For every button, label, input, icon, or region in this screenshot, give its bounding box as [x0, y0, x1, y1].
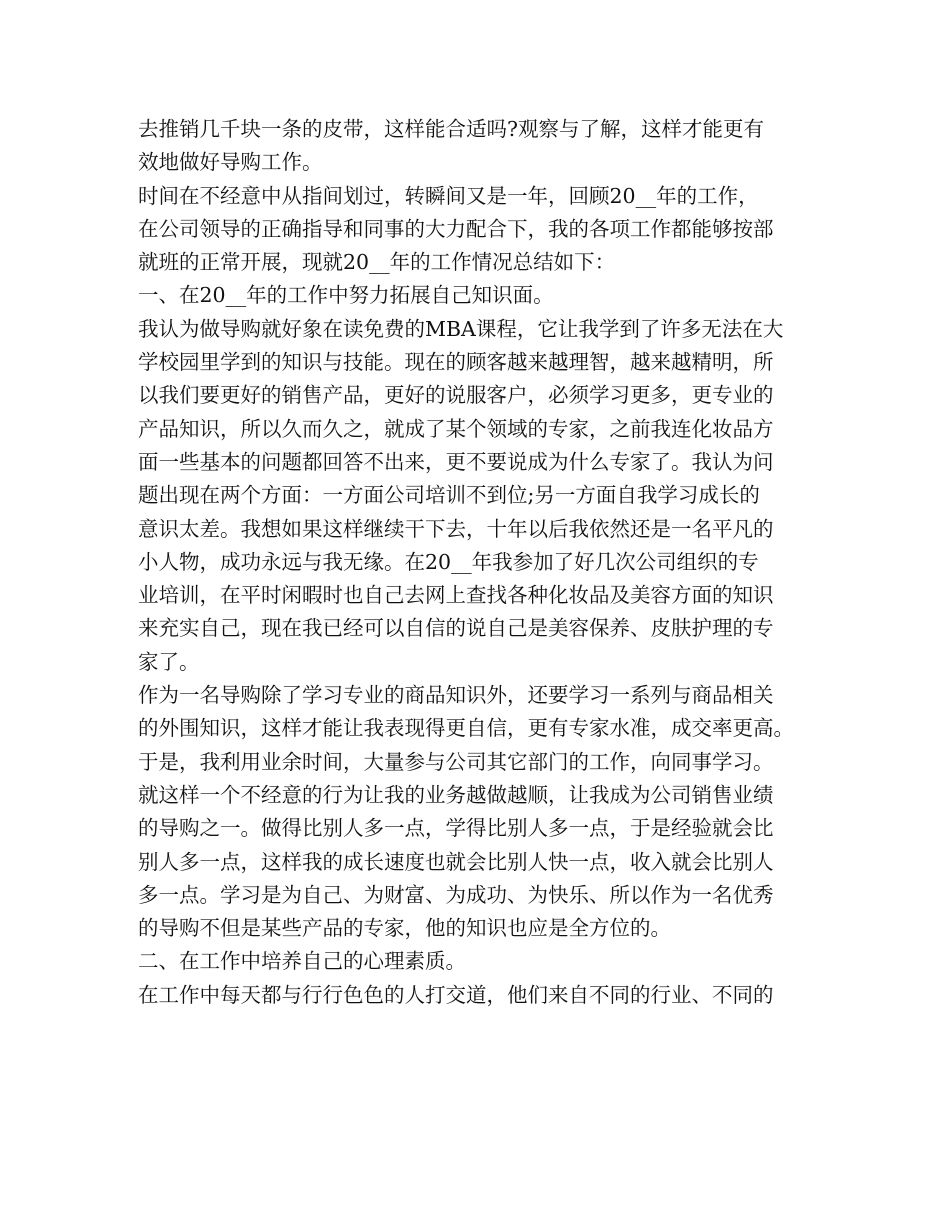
text-line: 的导购之一。做得比别人多一点，学得比别人多一点，于是经验就会比 — [138, 816, 774, 841]
text-line: 时间在不经意中从指间划过，转瞬间又是一年，回顾20__年的工作， — [138, 183, 759, 208]
text-line: 产品知识，所以久而久之，就成了某个领域的专家，之前我连化妆品方 — [138, 416, 774, 441]
text-line: 的外围知识，这样才能让我表现得更自信，更有专家水准，成交率更高。 — [138, 716, 794, 741]
text-line: 别人多一点，这样我的成长速度也就会比别人快一点，收入就会比别人 — [138, 849, 774, 874]
text-line: 的导购不但是某些产品的专家，他的知识也应是全方位的。 — [138, 916, 671, 941]
text-line: 去推销几千块一条的皮带，这样能合适吗?观察与了解，这样才能更有 — [138, 117, 764, 141]
text-line: 学校园里学到的知识与技能。现在的顾客越来越理智，越来越精明，所 — [138, 350, 774, 375]
text-line: 在工作中每天都与行行色色的人打交道，他们来自不同的行业、不同的 — [138, 982, 774, 1007]
document-body — [138, 113, 818, 1012]
text-line: 在公司领导的正确指导和同事的大力配合下，我的各项工作都能够按部 — [138, 216, 774, 241]
text-line: 意识太差。我想如果这样继续干下去，十年以后我依然还是一名平凡的 — [138, 516, 774, 541]
text-line: 家了。 — [138, 649, 200, 674]
text-line: 题出现在两个方面：一方面公司培训不到位;另一方面自我学习成长的 — [138, 483, 760, 508]
text-line: 面一些基本的问题都回答不出来，更不要说成为什么专家了。我认为问 — [138, 449, 774, 474]
section-heading: 一、在20__年的工作中努力拓展自己知识面。 — [138, 283, 554, 308]
text-line: 就班的正常开展，现就20__年的工作情况总结如下： — [138, 250, 616, 275]
text-line: 业培训，在平时闲暇时也自己去网上查找各种化妆品及美容方面的知识 — [138, 583, 774, 608]
text-line: 小人物，成功永远与我无缘。在20__年我参加了好几次公司组织的专 — [138, 549, 759, 574]
text-line: 就这样一个不经意的行为让我的业务越做越顺，让我成为公司销售业绩 — [138, 782, 774, 807]
text-line: 多一点。学习是为自己、为财富、为成功、为快乐、所以作为一名优秀 — [138, 882, 774, 907]
text-line: 作为一名导购除了学习专业的商品知识外，还要学习一系列与商品相关 — [138, 683, 774, 708]
text-line: 来充实自己，现在我已经可以自信的说自己是美容保养、皮肤护理的专 — [138, 616, 774, 641]
text-line: 于是，我利用业余时间，大量参与公司其它部门的工作，向同事学习。 — [138, 749, 774, 774]
text-line: 效地做好导购工作。 — [138, 150, 323, 175]
section-heading: 二、在工作中培养自己的心理素质。 — [138, 949, 466, 974]
text-line: 以我们要更好的销售产品，更好的说服客户，必须学习更多，更专业的 — [138, 383, 774, 408]
text-line: 我认为做导购就好象在读免费的MBA课程，它让我学到了许多无法在大 — [138, 316, 784, 341]
